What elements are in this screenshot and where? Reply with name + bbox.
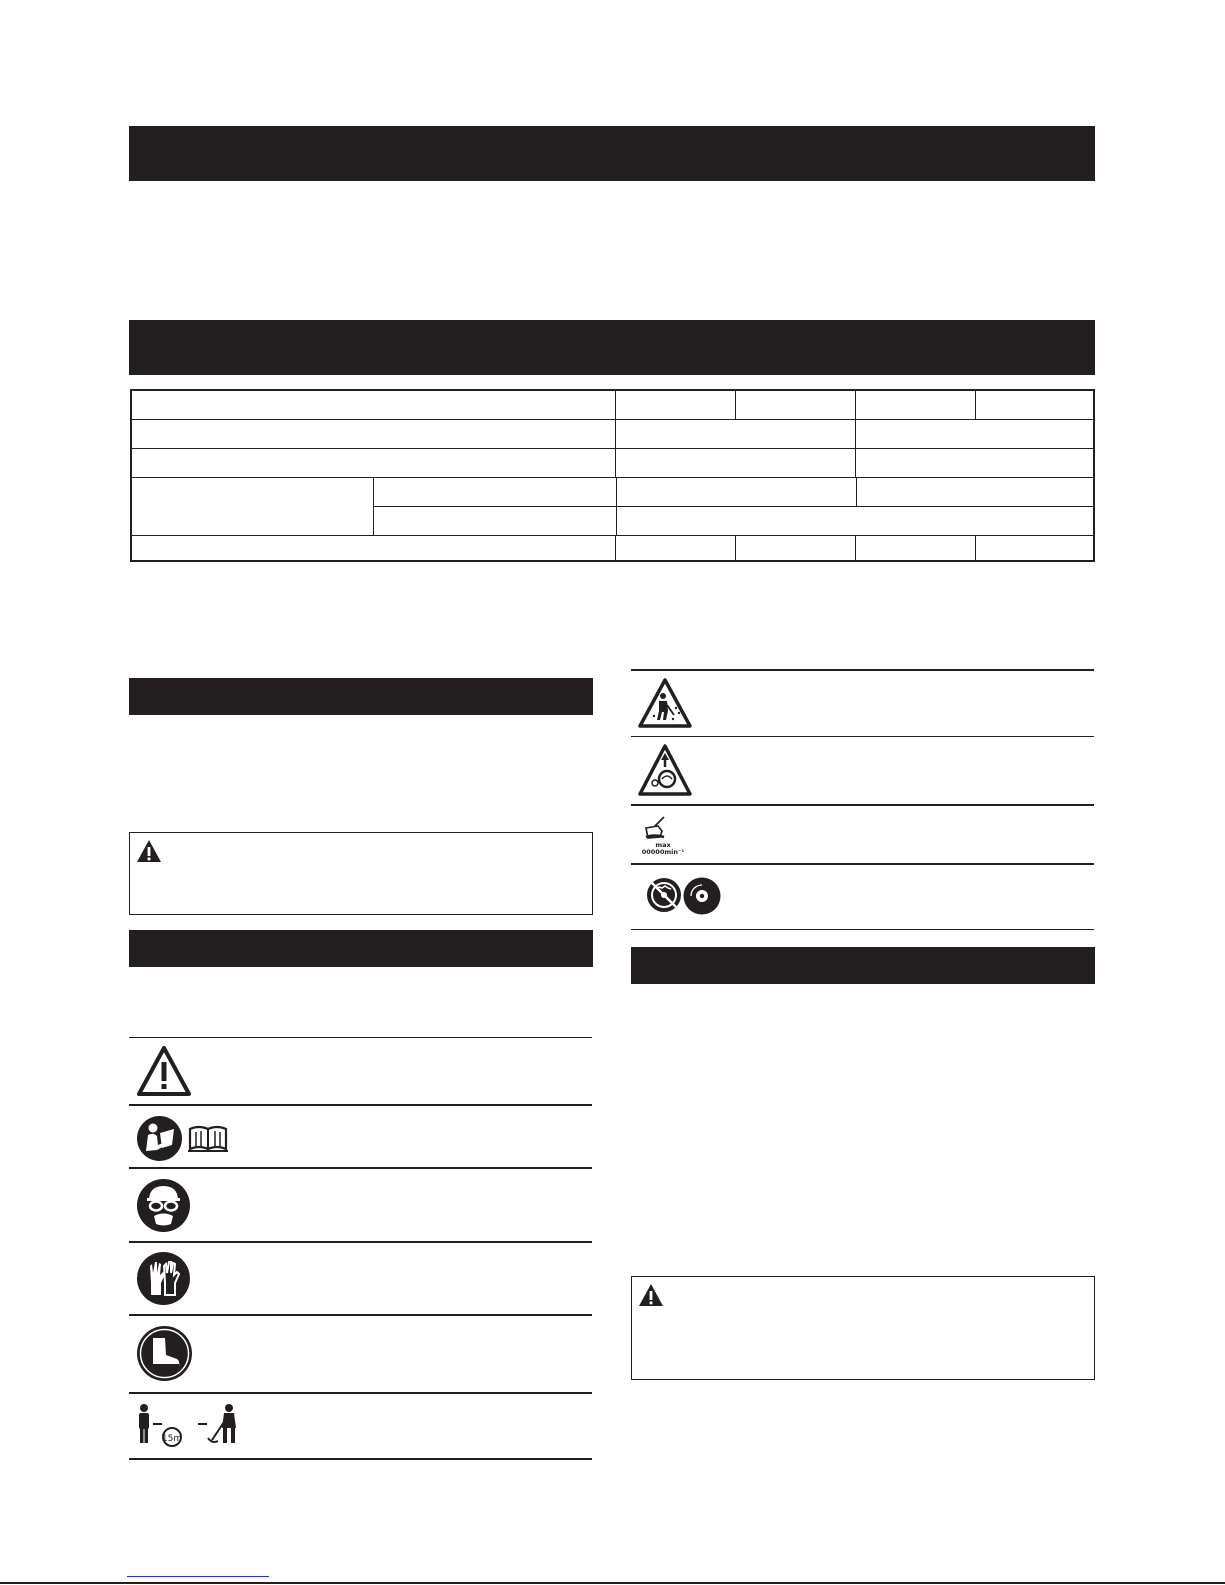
section-header-bar-specifications (129, 320, 1095, 375)
spec-cell (616, 478, 617, 506)
symbol-rule (631, 669, 1094, 671)
spec-row-1 (132, 391, 1093, 420)
spec-row-5 (132, 536, 1093, 562)
spec-cell (616, 507, 617, 535)
section-header-bar-intended-use (129, 678, 593, 715)
spec-cell (975, 391, 976, 419)
warning-triangle-icon (136, 839, 162, 863)
spec-cell (615, 391, 616, 419)
spec-row-4-left (132, 478, 374, 536)
footer-link-underline (127, 1576, 269, 1577)
symbol-rule (129, 1241, 592, 1243)
spec-cell (615, 420, 616, 448)
gloves-icon (136, 1251, 191, 1306)
spec-row-4b (373, 507, 1095, 536)
flying-debris-warning-icon (637, 677, 693, 729)
spec-row-4a (373, 478, 1095, 507)
spec-cell (735, 391, 736, 419)
spec-cell (735, 536, 736, 562)
symbol-rule (631, 804, 1094, 806)
symbol-rule (129, 1104, 592, 1106)
max-speed-label (638, 842, 688, 856)
warning-box-left (129, 832, 593, 915)
section-header-bar-safety (631, 947, 1095, 984)
max-speed-value: 00000min⁻¹ (641, 848, 685, 856)
spec-cell (855, 449, 856, 477)
specifications-table (130, 389, 1095, 562)
symbol-rule (631, 863, 1094, 865)
warning-triangle-icon (136, 1045, 192, 1097)
symbol-rule (129, 1314, 592, 1316)
spec-cell (855, 420, 856, 448)
spec-row-2 (132, 420, 1093, 449)
section-header-bar-symbols (129, 930, 593, 967)
symbol-rule (129, 1167, 592, 1169)
symbol-rule (129, 1037, 592, 1038)
read-manual-icon (136, 1115, 183, 1162)
spec-cell (856, 478, 857, 506)
warning-triangle-icon (638, 1283, 664, 1307)
safety-boots-icon (136, 1325, 193, 1382)
warning-box-right (631, 1276, 1095, 1380)
no-saw-blade-icon (645, 873, 683, 918)
symbol-rule (631, 929, 1094, 930)
spec-cell (855, 536, 856, 562)
section-header-bar-1 (129, 126, 1095, 181)
spec-cell (615, 536, 616, 562)
spec-row-3 (132, 449, 1093, 478)
keep-bystanders-away-icon (136, 1402, 246, 1450)
symbol-rule (129, 1392, 592, 1394)
spec-cell (975, 536, 976, 562)
hard-hat-goggles-mask-icon (136, 1178, 191, 1233)
svg-text:15m: 15m (161, 1434, 183, 1444)
spec-cell (855, 391, 856, 419)
symbol-rule (631, 736, 1094, 737)
max-speed-prefix: max (655, 841, 671, 849)
spec-cell (615, 449, 616, 477)
footer-rule (0, 1582, 1225, 1584)
grinding-disc-icon (682, 876, 722, 916)
open-book-icon (187, 1124, 229, 1154)
kickback-warning-icon (637, 743, 693, 797)
symbol-rule (129, 1458, 592, 1460)
